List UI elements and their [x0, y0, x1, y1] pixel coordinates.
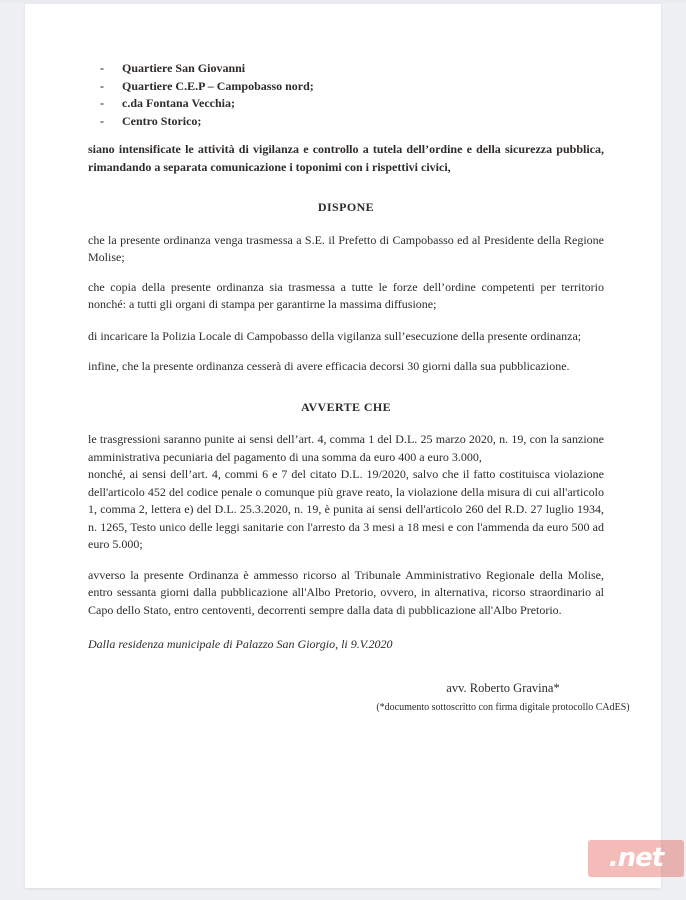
dot-net-watermark-logo: .net	[588, 840, 684, 877]
dash-icon: -	[100, 96, 104, 110]
neighborhood-bullet-list	[88, 60, 604, 130]
bullet-text: Quartiere C.E.P – Campobasso nord;	[122, 78, 314, 93]
avverte-heading: AVVERTE CHE	[300, 399, 392, 414]
dispone-paragraph: che copia della presente ordinanza sia trasmessa a tutte le forze dell’ordine competenti per territorio nonché: a tutti gli organi di stampa per garantirne la massima diffusione;	[88, 279, 604, 311]
document-page	[25, 4, 661, 888]
dash-icon: -	[100, 78, 104, 93]
list-item	[88, 78, 604, 96]
signature-note: (*documento sottoscritto con firma digitale protocollo CAdES)	[376, 702, 630, 713]
dispone-paragraph: che la presente ordinanza venga trasmessa a S.E. il Prefetto di Campobasso ed al Presidente della Regione Molise;	[88, 232, 604, 264]
bullet-text: Centro Storico;	[122, 113, 202, 128]
avverte-paragraph: le trasgressioni saranno punite ai sensi dell’art. 4, comma 1 del D.L. 25 marzo 2020, n. 19, con la sanzione amministrativa pecuniaria del pagamento di una somma da euro 400 a euro 3.000,	[88, 432, 604, 464]
signature-name: avv. Roberto Gravina*	[446, 680, 560, 695]
list-item	[88, 60, 604, 78]
dash-icon: -	[100, 113, 104, 128]
signature-block	[348, 680, 658, 717]
avverte-paragraph: avverso la presente Ordinanza è ammesso ricorso al Tribunale Amministrativo Regionale della Molise, entro sessanta giorni dalla pubblicazione all'Albo Pretorio, ovvero, in alternativa, ricorso straordinario al Capo dello Stato, entro centoventi, decorrenti sempre dalla data di pubblicazione all'Albo Pretorio.	[88, 567, 604, 617]
list-item	[88, 113, 604, 131]
dash-icon: -	[100, 61, 104, 75]
intro-paragraph: siano intensificate le attività di vigilanza e controllo a tutela dell’ordine e della sicurezza pubblica, rimandando a separata comunicazione i toponimi con i rispettivi civici,	[88, 142, 604, 174]
bullet-text: Quartiere San Giovanni	[122, 61, 246, 75]
avverte-paragraph: nonché, ai sensi dell’art. 4, commi 6 e 7 del citato D.L. 19/2020, salvo che il fatto costituisca violazione dell'articolo 452 del codice penale o comunque più grave reato, la violazione della misura di cui all'articolo 1, comma 2, lettera e) del D.L. 25.3.2020, n. 19, è punita ai sensi dell'articolo 260 del R.D. 27 luglio 1934, n. 1265, Testo unico delle leggi sanitarie con l'arresto da 3 mesi a 18 mesi e con l'ammenda da euro 500 ad euro 5.000;	[88, 467, 604, 551]
document-content	[88, 60, 630, 717]
dateline: Dalla residenza municipale di Palazzo San Giorgio, li 9.V.2020	[88, 637, 393, 651]
dispone-paragraph: di incaricare la Polizia Locale di Campobasso della vigilanza sull’esecuzione della presente ordinanza;	[88, 328, 582, 343]
bullet-text: c.da Fontana Vecchia;	[122, 96, 236, 110]
dispone-paragraph: infine, che la presente ordinanza cesserà di avere efficacia decorsi 30 giorni dalla sua pubblicazione.	[88, 359, 570, 373]
list-item	[88, 95, 604, 113]
dispone-heading: DISPONE	[317, 200, 375, 214]
